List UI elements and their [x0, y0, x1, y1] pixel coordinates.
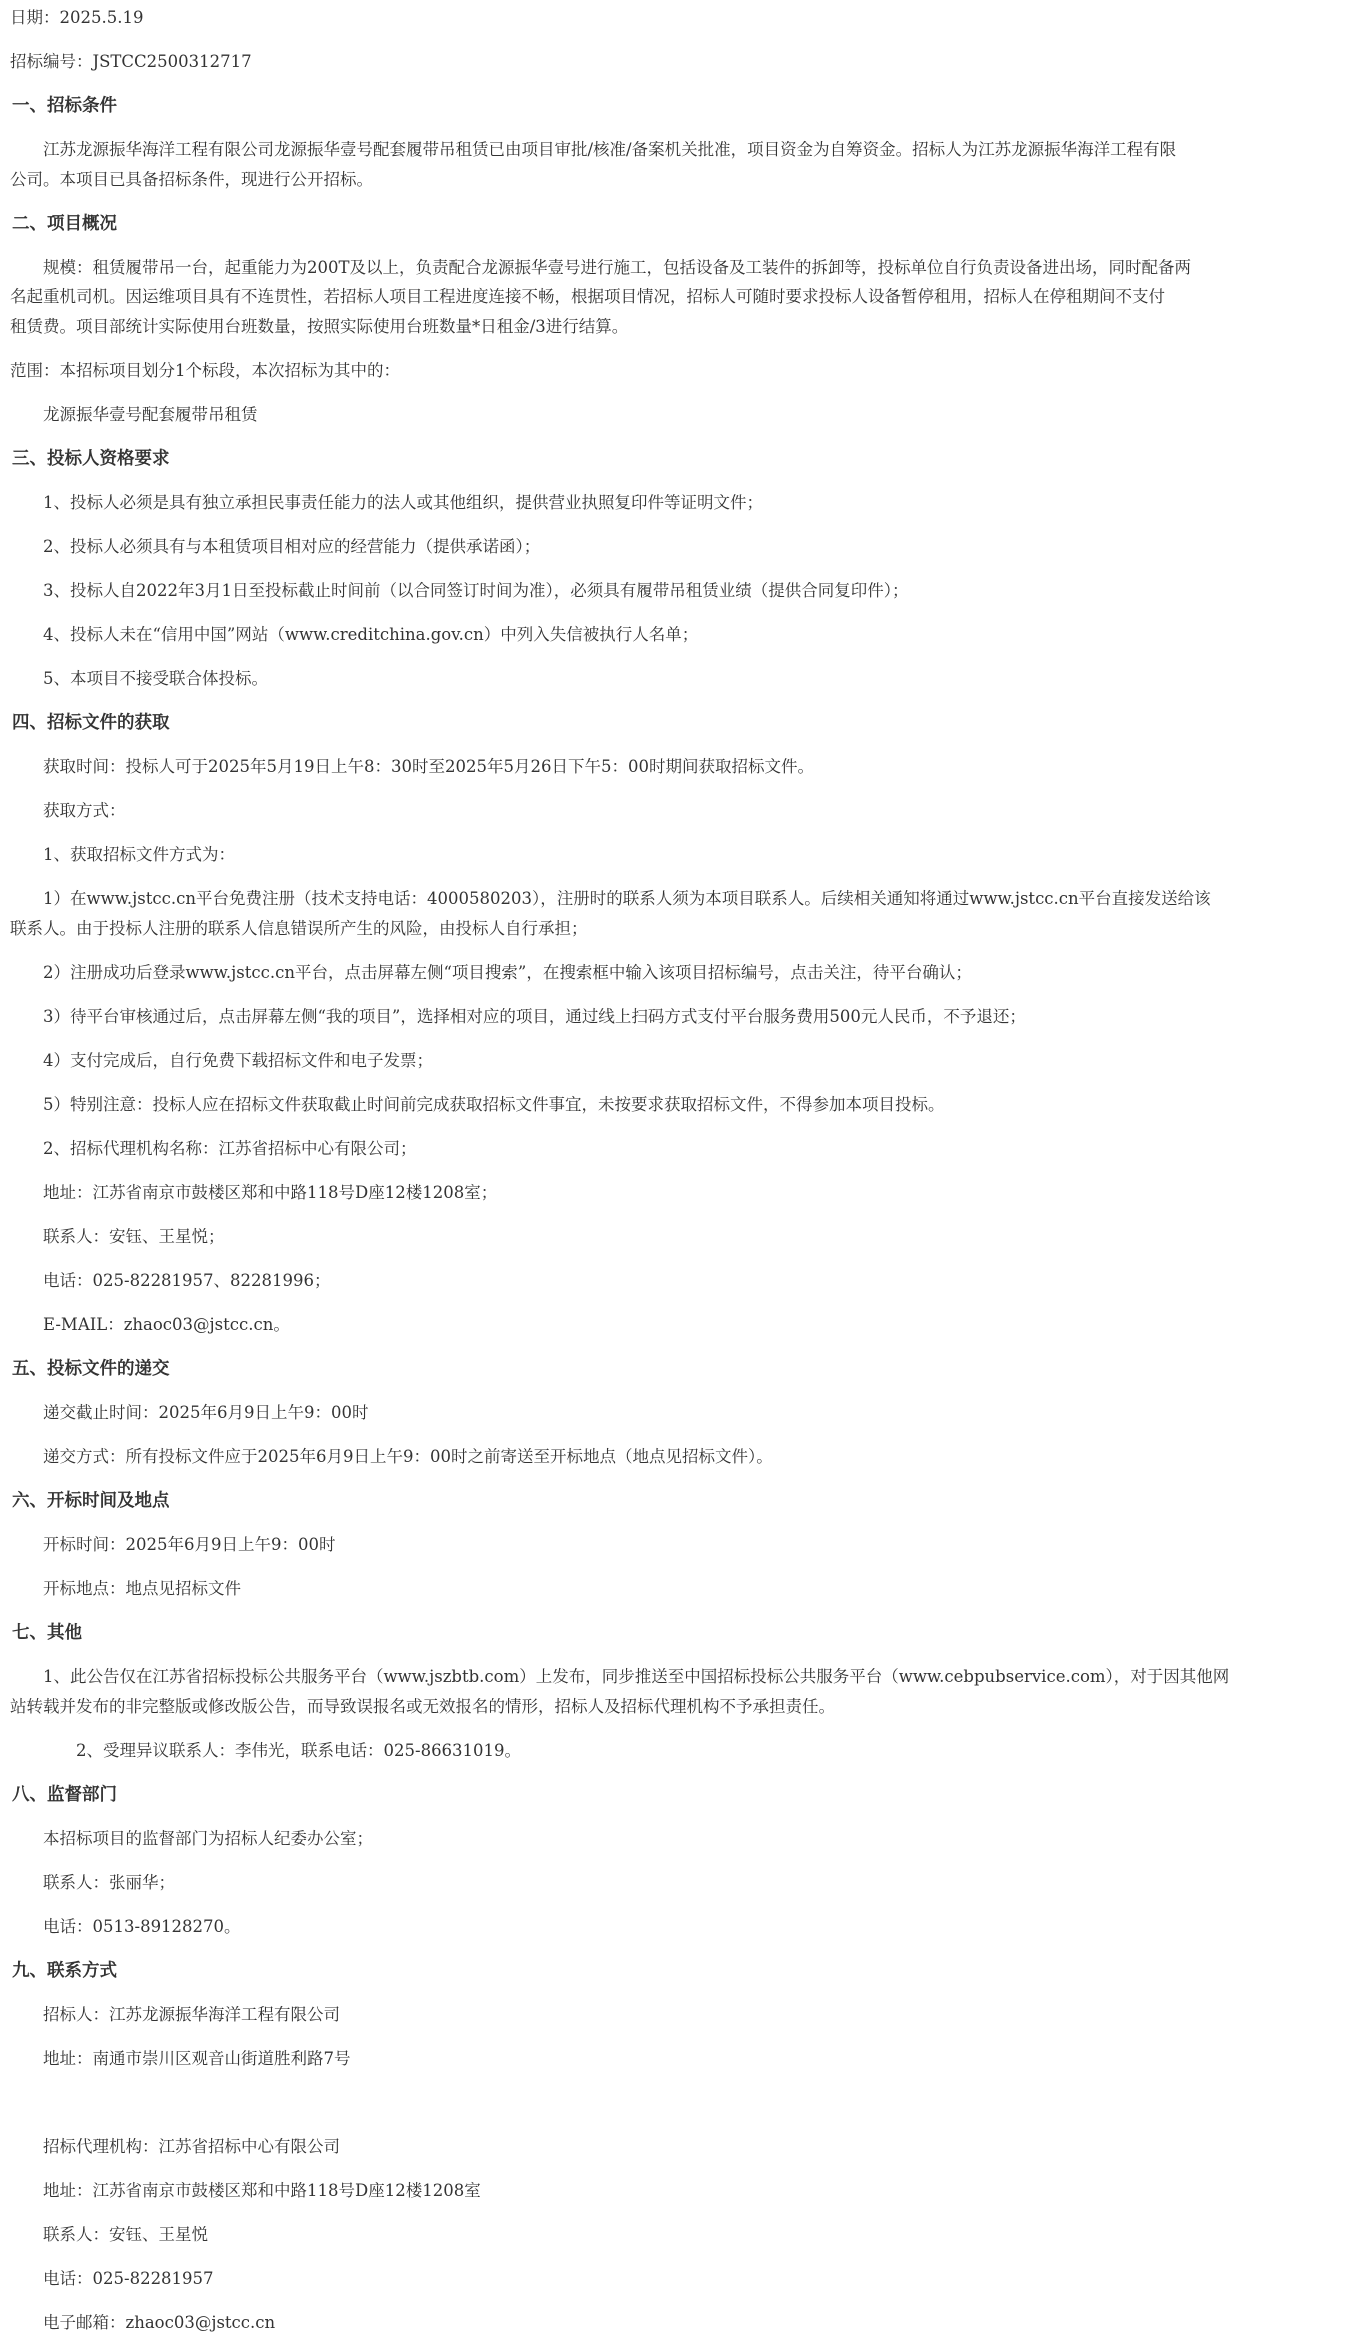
- section-heading-tender-conditions: 一、招标条件: [12, 96, 117, 116]
- bid-opening-time-text: 开标时间：2025年6月9日上午9：00时: [10, 1535, 336, 1554]
- obtain-step-2: 2）注册成功后登录www.jstcc.cn平台，点击屏幕左侧“项目搜索”，在搜索框中输入该项目招标编号，点击关注，待平台确认；: [10, 963, 972, 982]
- qualification-item: 2、投标人必须具有与本租赁项目相对应的经营能力（提供承诺函）；: [10, 537, 541, 556]
- section-heading-submission: 五、投标文件的递交: [12, 1359, 170, 1379]
- submission-method-text: 递交方式：所有投标文件应于2025年6月9日上午9：00时之前寄送至开标地点（地点见招标文件）。: [10, 1447, 773, 1466]
- agency-email-text: E-MAIL：zhaoc03@jstcc.cn。: [10, 1315, 290, 1334]
- obtain-step-4: 4）支付完成后，自行免费下载招标文件和电子发票；: [10, 1051, 433, 1070]
- qualification-item: 5、本项目不接受联合体投标。: [10, 669, 268, 688]
- date-line: 日期：2025.5.19: [10, 8, 144, 27]
- project-scale-text: 租赁费。项目部统计实际使用台班数量，按照实际使用台班数量*日租金/3进行结算。: [10, 317, 629, 336]
- section-heading-obtain-documents: 四、招标文件的获取: [12, 713, 170, 733]
- obtain-step-1: 1）在www.jstcc.cn平台免费注册（技术支持电话：4000580203），注册时的联系人须为本项目联系人。后续相关通知将通过www.jstcc.cn平台直接发送给该: [10, 889, 1211, 908]
- obtain-time-text: 获取时间：投标人可于2025年5月19日上午8：30时至2025年5月26日下午5：00时期间获取招标文件。: [10, 757, 814, 776]
- agency-phone-text: 电话：025-82281957、82281996；: [10, 1271, 331, 1290]
- project-scale-text: 规模：租赁履带吊一台，起重能力为200T及以上，负责配合龙源振华壹号进行施工，包括设备及工装件的拆卸等，投标单位自行负责设备进出场，同时配备两: [10, 258, 1191, 277]
- section-heading-other: 七、其他: [12, 1623, 82, 1643]
- obtain-method-subheading: 1、获取招标文件方式为：: [10, 845, 235, 864]
- tenderer-address-text: 地址：南通市崇川区观音山街道胜利路7号: [10, 2049, 351, 2068]
- obtain-step-5: 5）特别注意：投标人应在招标文件获取截止时间前完成获取招标文件事宜，未按要求获取招标文件，不得参加本项目投标。: [10, 1095, 945, 1114]
- project-scope-text: 范围：本招标项目划分1个标段，本次招标为其中的：: [10, 361, 400, 380]
- other-item-1: 1、此公告仅在江苏省招标投标公共服务平台（www.jszbtb.com）上发布，同步推送至中国招标投标公共服务平台（www.cebpubservice.com），对于因其他网: [10, 1667, 1230, 1686]
- supervision-phone-text: 电话：0513-89128270。: [10, 1917, 241, 1936]
- section-heading-project-overview: 二、项目概况: [12, 214, 117, 234]
- section-heading-bid-opening: 六、开标时间及地点: [12, 1491, 170, 1511]
- tender-conditions-text: 江苏龙源振华海洋工程有限公司龙源振华壹号配套履带吊租赁已由项目审批/核准/备案机关批准，项目资金为自筹资金。招标人为江苏龙源振华海洋工程有限: [10, 140, 1177, 159]
- contact-agency-person-text: 联系人：安钰、王星悦: [10, 2225, 208, 2244]
- section-heading-contact: 九、联系方式: [12, 1961, 117, 1981]
- qualification-item: 4、投标人未在“信用中国”网站（www.creditchina.gov.cn）中列入失信被执行人名单；: [10, 625, 699, 644]
- contact-agency-phone-text: 电话：025-82281957: [10, 2269, 214, 2288]
- obtain-step-3: 3）待平台审核通过后，点击屏幕左侧“我的项目”，选择相对应的项目，通过线上扫码方式支付平台服务费用500元人民币，不予退还；: [10, 1007, 1026, 1026]
- contact-agency-name-text: 招标代理机构：江苏省招标中心有限公司: [10, 2137, 340, 2156]
- obtain-method-label: 获取方式：: [10, 801, 126, 820]
- section-heading-supervision: 八、监督部门: [12, 1785, 117, 1805]
- tenderer-name-text: 招标人：江苏龙源振华海洋工程有限公司: [10, 2005, 340, 2024]
- bid-number-line: 招标编号：JSTCC2500312717: [10, 52, 252, 71]
- supervision-dept-text: 本招标项目的监督部门为招标人纪委办公室；: [10, 1829, 373, 1848]
- other-item-2: 2、受理异议联系人：李伟光，联系电话：025-86631019。: [10, 1741, 522, 1760]
- agency-contact-text: 联系人：安钰、王星悦；: [10, 1227, 225, 1246]
- obtain-step-1: 联系人。由于投标人注册的联系人信息错误所产生的风险，由投标人自行承担；: [10, 919, 588, 938]
- project-lot-text: 龙源振华壹号配套履带吊租赁: [10, 405, 258, 424]
- section-heading-qualification: 三、投标人资格要求: [12, 449, 170, 469]
- contact-agency-email-text: 电子邮箱：zhaoc03@jstcc.cn: [10, 2313, 276, 2332]
- tender-conditions-text: 公司。本项目已具备招标条件，现进行公开招标。: [10, 170, 373, 189]
- bid-opening-place-text: 开标地点：地点见招标文件: [10, 1579, 241, 1598]
- qualification-item: 3、投标人自2022年3月1日至投标截止时间前（以合同签订时间为准），必须具有履带吊租赁业绩（提供合同复印件）；: [10, 581, 909, 600]
- supervision-contact-text: 联系人：张丽华；: [10, 1873, 175, 1892]
- contact-agency-address-text: 地址：江苏省南京市鼓楼区郑和中路118号D座12楼1208室: [10, 2181, 481, 2200]
- other-item-1: 站转载并发布的非完整版或修改版公告，而导致误报名或无效报名的情形，招标人及招标代理机构不予承担责任。: [10, 1697, 835, 1716]
- agency-name-text: 2、招标代理机构名称：江苏省招标中心有限公司；: [10, 1139, 417, 1158]
- submission-deadline-text: 递交截止时间：2025年6月9日上午9：00时: [10, 1403, 369, 1422]
- project-scale-text: 名起重机司机。因运维项目具有不连贯性，若招标人项目工程进度连接不畅，根据项目情况，招标人可随时要求投标人设备暂停租用，招标人在停租期间不支付: [10, 287, 1165, 306]
- agency-address-text: 地址：江苏省南京市鼓楼区郑和中路118号D座12楼1208室；: [10, 1183, 498, 1202]
- qualification-item: 1、投标人必须是具有独立承担民事责任能力的法人或其他组织，提供营业执照复印件等证明文件；: [10, 493, 763, 512]
